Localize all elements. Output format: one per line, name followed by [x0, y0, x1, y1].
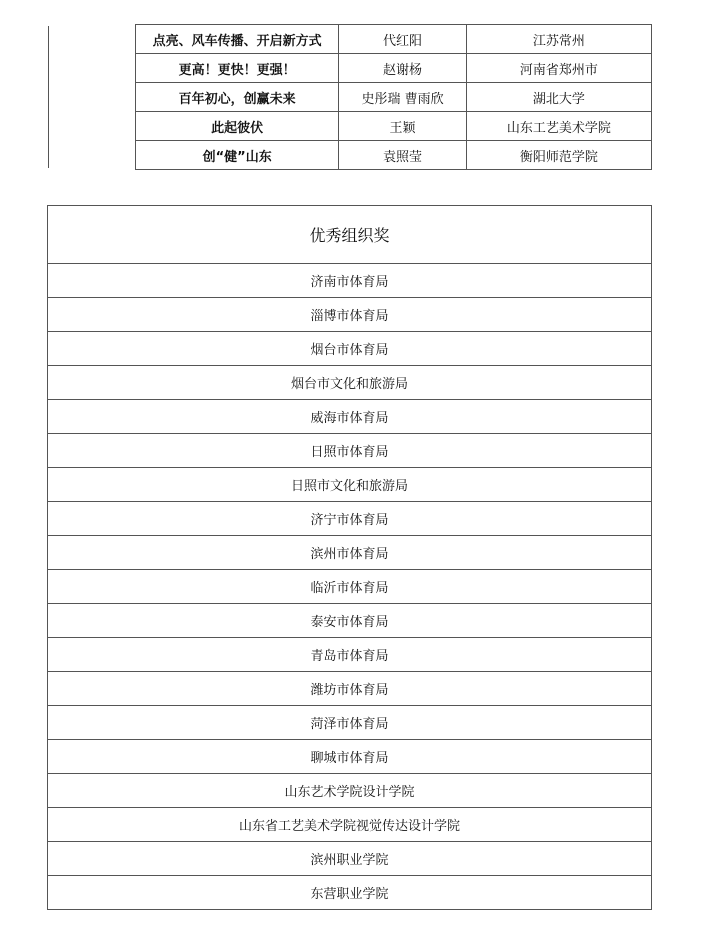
author-cell: 赵谢杨 [339, 54, 466, 83]
table-row [48, 468, 652, 502]
table-row [48, 774, 652, 808]
organization-award-table [47, 205, 652, 910]
work-title-cell: 更高！更快！更强！ [136, 54, 339, 83]
org-name-cell: 济宁市体育局 [48, 502, 652, 536]
table-row [48, 536, 652, 570]
table-row [48, 604, 652, 638]
table-row [48, 366, 652, 400]
org-award-heading: 优秀组织奖 [48, 206, 652, 264]
location-cell: 江苏常州 [466, 25, 651, 54]
org-name-cell: 临沂市体育局 [48, 570, 652, 604]
table-row [136, 54, 652, 83]
work-title-cell: 此起彼伏 [136, 112, 339, 141]
table-row [48, 706, 652, 740]
org-name-cell: 威海市体育局 [48, 400, 652, 434]
work-title-cell: 创“健”山东 [136, 141, 339, 170]
table-row [48, 876, 652, 910]
table-row [136, 141, 652, 170]
table-row [48, 332, 652, 366]
org-name-cell: 日照市体育局 [48, 434, 652, 468]
location-cell: 衡阳师范学院 [466, 141, 651, 170]
org-name-cell: 山东省工艺美术学院视觉传达设计学院 [48, 808, 652, 842]
org-name-cell: 烟台市文化和旅游局 [48, 366, 652, 400]
org-name-cell: 烟台市体育局 [48, 332, 652, 366]
author-cell: 袁照莹 [339, 141, 466, 170]
org-name-cell: 菏泽市体育局 [48, 706, 652, 740]
org-name-cell: 淄博市体育局 [48, 298, 652, 332]
author-cell: 史彤瑞 曹雨欣 [339, 83, 466, 112]
table-row [48, 570, 652, 604]
table-row [48, 502, 652, 536]
org-name-cell: 济南市体育局 [48, 264, 652, 298]
org-name-cell: 山东艺术学院设计学院 [48, 774, 652, 808]
table-row [48, 808, 652, 842]
table-row [48, 638, 652, 672]
org-name-cell: 滨州市体育局 [48, 536, 652, 570]
table-row [136, 112, 652, 141]
work-title-cell: 百年初心，创赢未来 [136, 83, 339, 112]
org-name-cell: 聊城市体育局 [48, 740, 652, 774]
org-name-cell: 东营职业学院 [48, 876, 652, 910]
work-title-cell: 点亮、风车传播、开启新方式 [136, 25, 339, 54]
org-name-cell: 日照市文化和旅游局 [48, 468, 652, 502]
table-row [48, 672, 652, 706]
table-row [136, 83, 652, 112]
table-row [48, 842, 652, 876]
table-row [48, 434, 652, 468]
org-name-cell: 泰安市体育局 [48, 604, 652, 638]
org-name-cell: 潍坊市体育局 [48, 672, 652, 706]
table-row [48, 740, 652, 774]
location-cell: 湖北大学 [466, 83, 651, 112]
table-row [136, 25, 652, 54]
table-row [48, 264, 652, 298]
org-name-cell: 青岛市体育局 [48, 638, 652, 672]
org-name-cell: 滨州职业学院 [48, 842, 652, 876]
location-cell: 河南省郑州市 [466, 54, 651, 83]
table-row [48, 400, 652, 434]
author-cell: 代红阳 [339, 25, 466, 54]
location-cell: 山东工艺美术学院 [466, 112, 651, 141]
table-row [48, 298, 652, 332]
table-header-row [48, 206, 652, 264]
award-winners-table [135, 24, 652, 170]
page-left-rule [48, 26, 49, 168]
author-cell: 王颖 [339, 112, 466, 141]
